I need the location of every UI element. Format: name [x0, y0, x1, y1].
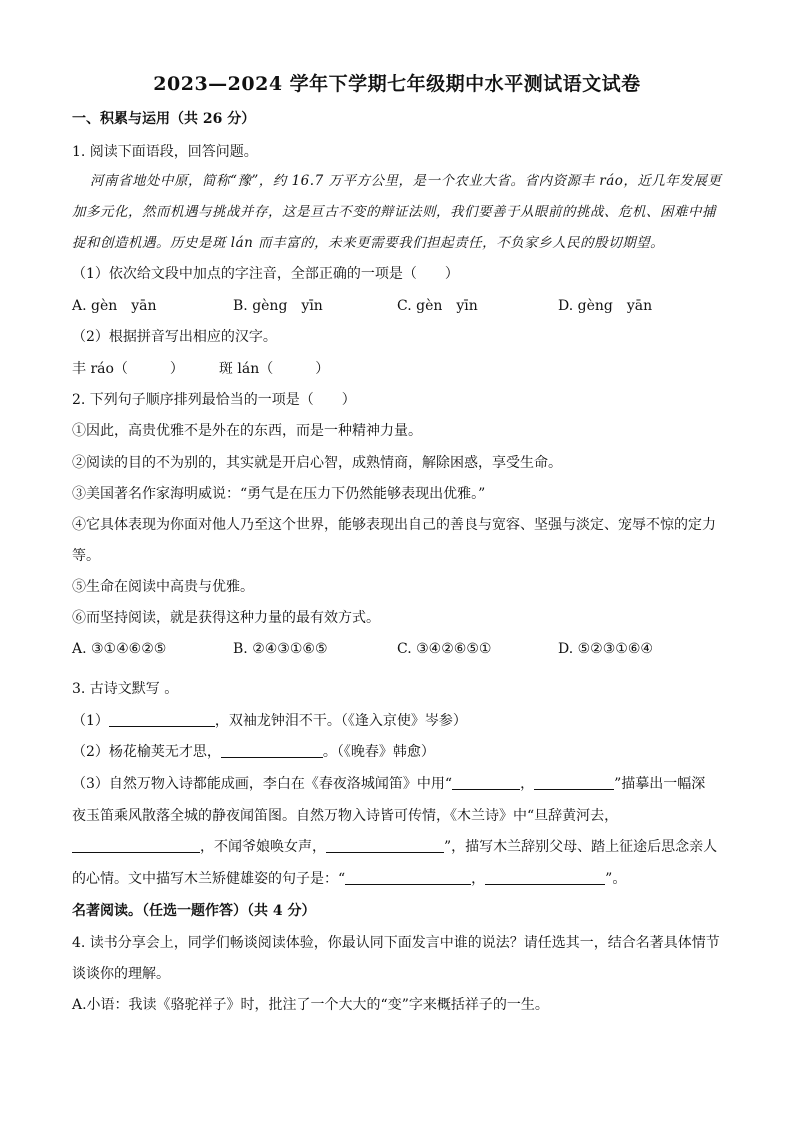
- q1-option-b: B. gèng yīn: [233, 298, 323, 314]
- section-heading-accumulation: 一、积累与运用（共 26 分）: [72, 111, 256, 127]
- q3-sub1-prefix: （1）: [72, 713, 109, 729]
- q3-sub3-text: （3）自然万物入诗都能成画，李白在《春夜洛城闻笛》中用“: [72, 776, 453, 792]
- q4-stem-line-1: 4. 读书分享会上，同学们畅谈阅读体验，你最认同下面发言中谁的说法？请任选其一，结合名著具体情节: [72, 935, 720, 951]
- q2-item-6: ⑥而坚持阅读，就是获得这种力量的最有效方式。: [72, 610, 380, 626]
- q1-sub2-stem: （2）根据拼音写出相应的汉字。: [72, 329, 277, 345]
- q2-option-d: D. ⑤②③①⑥④: [558, 641, 653, 657]
- q2-item-1: ①因此，高贵优雅不是外在的东西，而是一种精神力量。: [72, 423, 422, 439]
- q2-stem: 2. 下列句子顺序排列最恰当的一项是（ ）: [72, 392, 356, 408]
- q1-option-a: A. gèn yān: [72, 298, 157, 314]
- q4-option-a: A.小语：我读《骆驼祥子》时，批注了一个大大的“变”字来概括祥子的一生。: [72, 997, 549, 1013]
- q2-item-2: ②阅读的目的不为别的，其实就是开启心智，成熟情商，解除困惑，享受生命。: [72, 455, 562, 471]
- q1-stem: 1. 阅读下面语段，回答问题。: [72, 144, 258, 160]
- q1-option-c: C. gèn yīn: [397, 298, 478, 314]
- q2-option-b: B. ②④③①⑥⑤: [233, 641, 328, 657]
- q2-item-3: ③美国著名作家海明威说：“勇气是在压力下仍然能够表现出优雅。”: [72, 486, 486, 502]
- q3-sub2-text: （2）杨花榆荚无才思，: [72, 744, 221, 760]
- q3-sub2-source: 。（《晚春》韩愈）: [322, 744, 435, 760]
- q1-sub1-stem: （1）依次给文段中加点的字注音，全部正确的一项是（ ）: [72, 266, 459, 282]
- answer-blank[interactable]: [326, 838, 444, 853]
- answer-blank[interactable]: [345, 870, 471, 885]
- q3-sub3-text: ”。: [605, 871, 627, 887]
- q2-item-4: ④它具体表现为你面对他人乃至这个世界，能够表现出自己的善良与宽容、坚强与淡定、宠辱不惊的定力: [72, 517, 716, 533]
- q3-sub3-text: ”描摹出一幅深: [614, 776, 706, 792]
- q3-sub3-line-1: [72, 775, 705, 793]
- answer-blank[interactable]: [109, 712, 215, 727]
- q3-sub3-text: ，不闻爷娘唤女声，: [200, 839, 326, 855]
- q3-sub3-comma: ，: [520, 776, 535, 792]
- q2-option-a: A. ③①④⑥②⑤: [72, 641, 167, 657]
- answer-blank[interactable]: [72, 838, 200, 853]
- answer-blank[interactable]: [452, 775, 520, 790]
- q3-sub3-line-3: [72, 838, 717, 856]
- q1-passage-line-2: 加多元化，然而机遇与挑战并存，这是亘古不变的辩证法则，我们要善于从眼前的挑战、危机、困难中捕: [72, 204, 716, 220]
- q3-sub3-text: ”，描写木兰辞别父母、踏上征途后思念亲人: [444, 839, 718, 855]
- exam-title: 2023—2024 学年下学期七年级期中水平测试语文试卷: [153, 73, 641, 95]
- q2-item-4-cont: 等。: [72, 548, 100, 564]
- q3-sub3-line-4: [72, 870, 626, 888]
- q3-sub3-line-2: 夜玉笛乘风散落全城的静夜闻笛图。自然万物入诗皆可传情，《木兰诗》中“旦辞黄河去，: [72, 808, 619, 824]
- q1-option-d: D. gèng yān: [558, 298, 653, 314]
- q4-stem-line-2: 谈谈你的理解。: [72, 966, 170, 982]
- answer-blank[interactable]: [221, 743, 323, 758]
- q2-item-5: ⑤生命在阅读中高贵与优雅。: [72, 579, 254, 595]
- q3-sub1: [72, 712, 467, 730]
- q3-sub3-text: 的心情。文中描写木兰矫健雄姿的句子是：“: [72, 871, 346, 887]
- q3-stem: 3. 古诗文默写 。: [72, 681, 179, 697]
- q3-sub2: [72, 743, 435, 761]
- q3-sub3-comma: ，: [471, 871, 486, 887]
- q1-sub2-answer-line: 丰 ráo（ ） 斑 lán（ ）: [72, 361, 330, 377]
- q2-option-c: C. ③④②⑥⑤①: [397, 641, 492, 657]
- q3-sub1-text: ，双袖龙钟泪不干。（《逢入京使》岑参）: [214, 713, 467, 729]
- section-heading-classics: 名著阅读。（任选一题作答）（共 4 分）: [72, 903, 316, 919]
- q1-passage-line-1: 河南省地处中原，简称“豫”，约 16.7 万平方公里，是一个农业大省。省内资源丰 ráo，近几年发展更: [90, 173, 722, 189]
- q1-passage-line-3: 捉和创造机遇。历史是斑 lán 而丰富的，未来更需要我们担起责任，不负家乡人民的殷切期望。: [72, 235, 665, 251]
- answer-blank[interactable]: [485, 870, 605, 885]
- answer-blank[interactable]: [534, 775, 614, 790]
